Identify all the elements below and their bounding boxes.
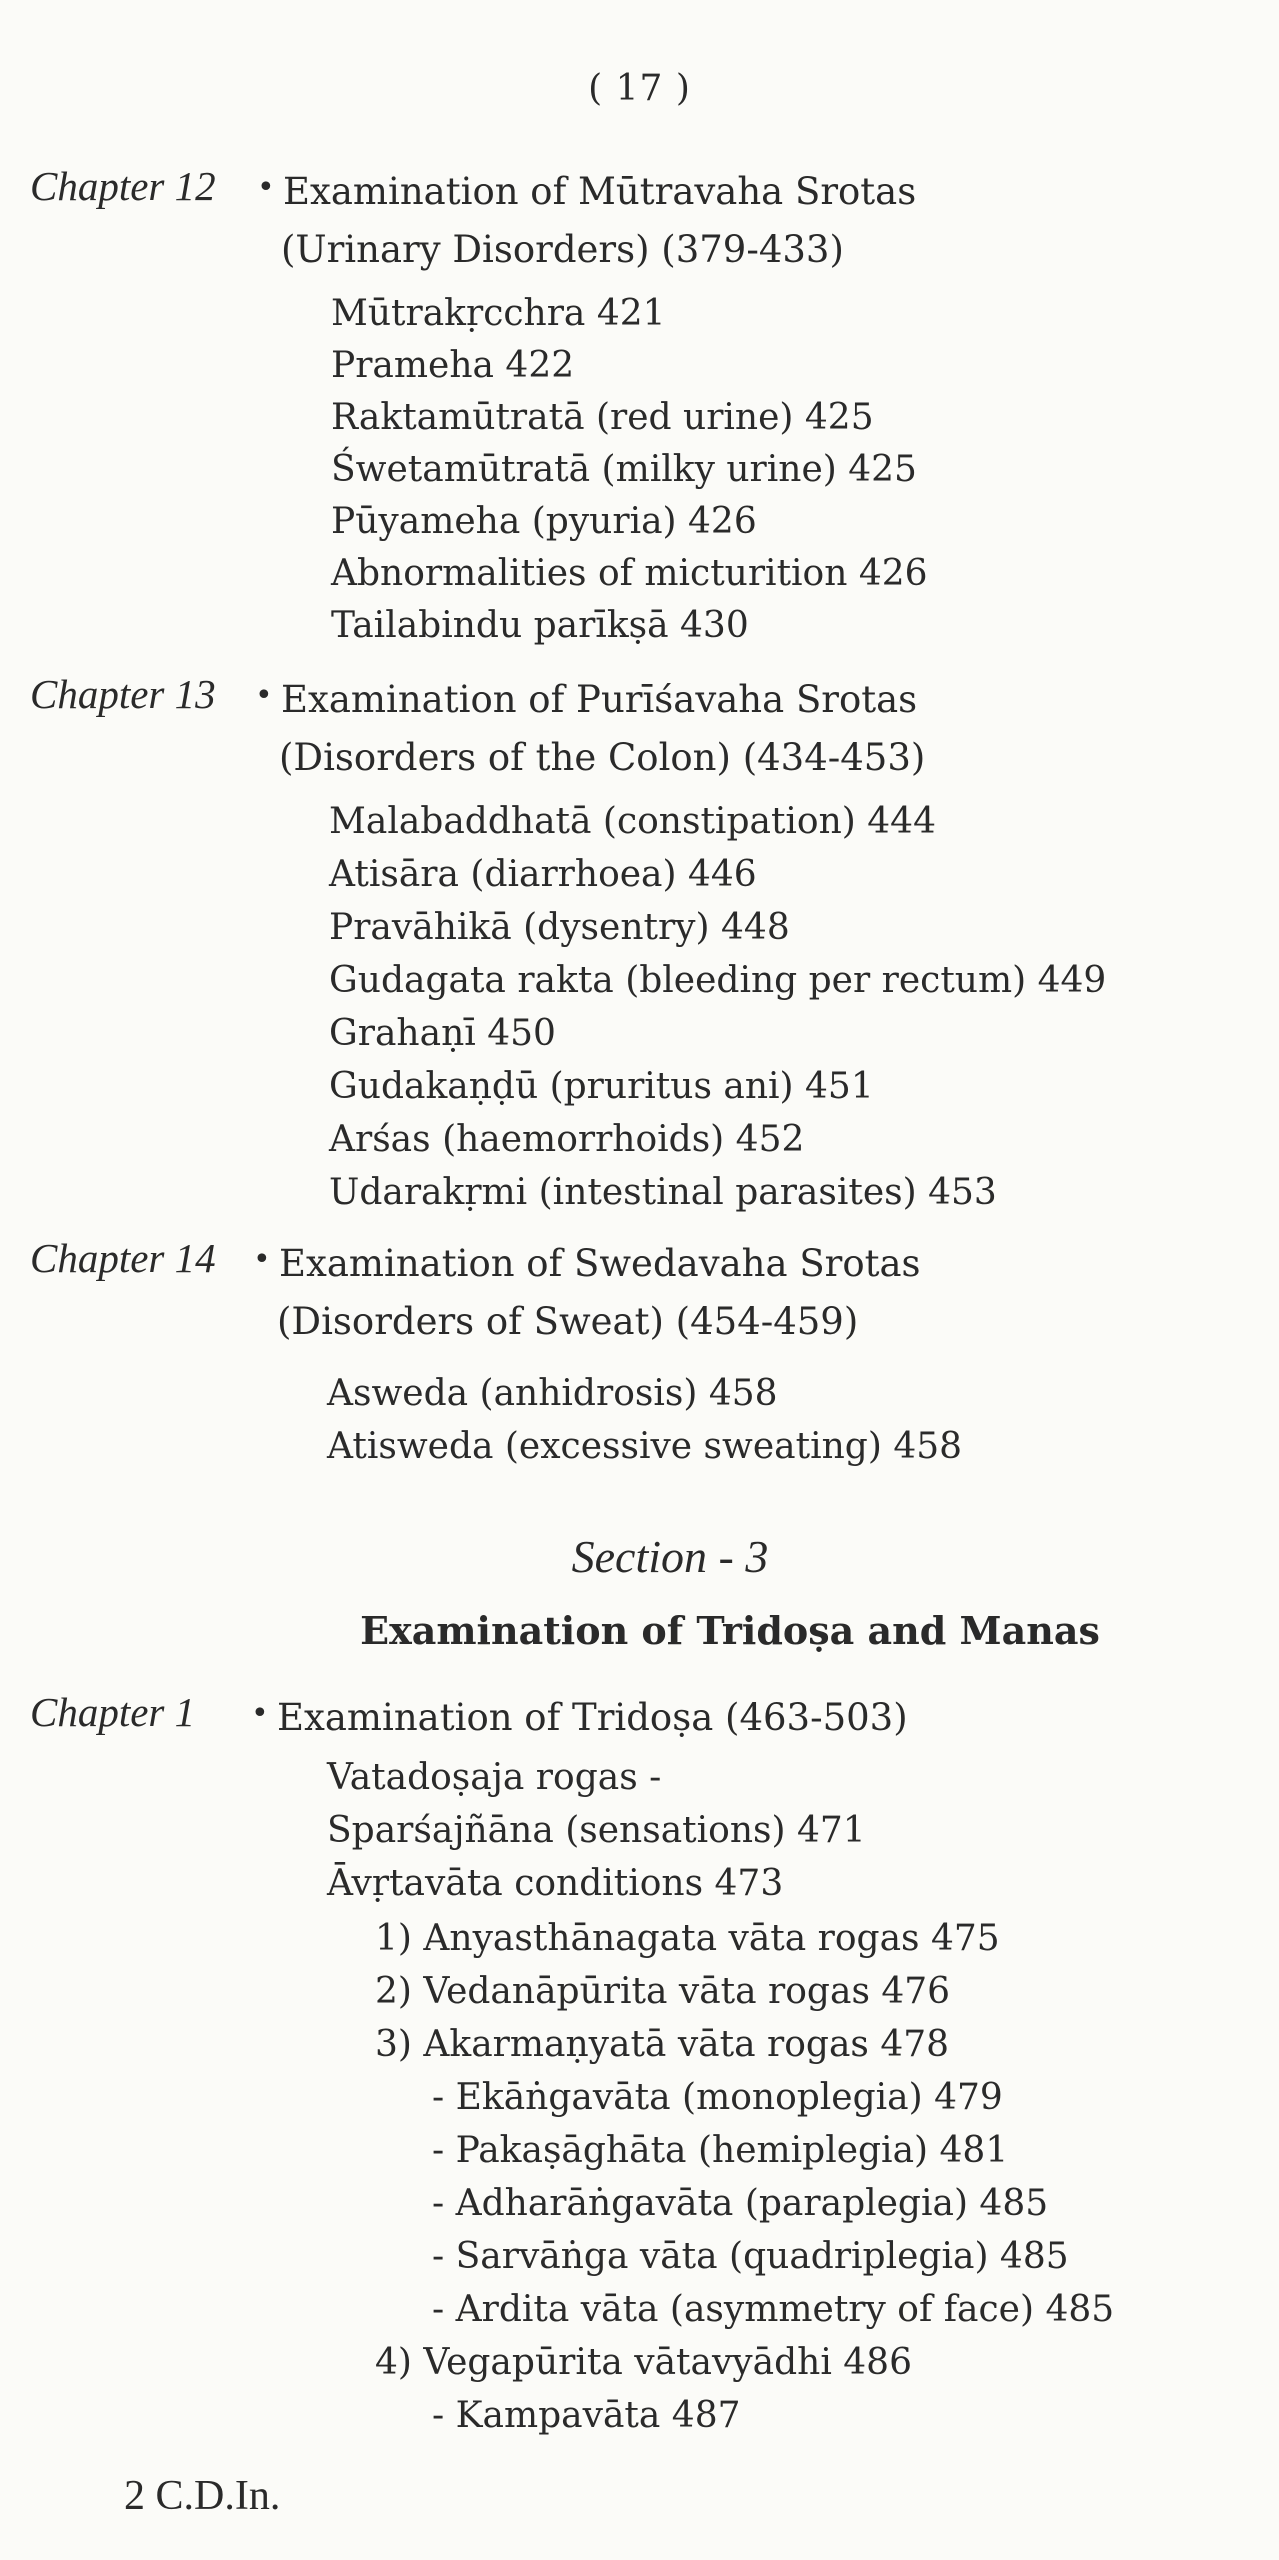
toc-entry: Abnormalities of micturition 426 xyxy=(331,553,928,594)
chapter-heading: • Examination of Tridoṣa (463-503) xyxy=(277,1696,908,1740)
toc-entry: Udarakṛmi (intestinal parasites) 453 xyxy=(329,1172,997,1213)
toc-subsubentry: - Adharāṅgavāta (paraplegia) 485 xyxy=(432,2183,1049,2224)
chapter-heading: • Examination of Purīśavaha Srotas xyxy=(281,678,917,722)
chapter-label: Chapter 13 xyxy=(30,671,216,717)
toc-entry: Prameha 422 xyxy=(331,345,575,386)
section-title: Section - 3 xyxy=(571,1531,769,1582)
toc-entry: Grahaṇī 450 xyxy=(329,1013,556,1054)
chapter-heading-sub: (Urinary Disorders) (379-433) xyxy=(281,228,844,271)
page-number: ( 17 ) xyxy=(588,68,691,109)
toc-entry: Sparśajñāna (sensations) 471 xyxy=(327,1810,866,1851)
toc-subentry: 4) Vegapūrita vātavyādhi 486 xyxy=(375,2342,912,2383)
toc-entry: Tailabindu parīkṣā 430 xyxy=(331,605,749,646)
toc-entry: Raktamūtratā (red urine) 425 xyxy=(331,397,874,438)
toc-entry: Malabaddhatā (constipation) 444 xyxy=(329,801,936,842)
chapter-label: Chapter 12 xyxy=(30,163,216,209)
toc-subsubentry: - Kampavāta 487 xyxy=(432,2395,741,2436)
chapter-heading-sub: (Disorders of Sweat) (454-459) xyxy=(277,1300,859,1343)
toc-entry: Pravāhikā (dysentry) 448 xyxy=(329,907,790,948)
toc-subentry: 2) Vedanāpūrita vāta rogas 476 xyxy=(375,1971,951,2012)
toc-entry: Vatadoṣaja rogas - xyxy=(327,1757,662,1798)
chapter-label: Chapter 1 xyxy=(30,1689,196,1735)
toc-entry: Atisweda (excessive sweating) 458 xyxy=(327,1426,963,1467)
chapter-heading-sub: (Disorders of the Colon) (434-453) xyxy=(279,736,926,779)
toc-subsubentry: - Ardita vāta (asymmetry of face) 485 xyxy=(432,2289,1115,2330)
toc-entry: Arśas (haemorrhoids) 452 xyxy=(329,1119,805,1160)
chapter-heading: • Examination of Swedavaha Srotas xyxy=(279,1242,921,1286)
toc-entry: Śwetamūtratā (milky urine) 425 xyxy=(331,449,917,490)
toc-entry: Pūyameha (pyuria) 426 xyxy=(331,501,757,542)
toc-entry: Mūtrakṛcchra 421 xyxy=(331,293,666,334)
toc-subsubentry: - Ekāṅgavāta (monoplegia) 479 xyxy=(432,2077,1003,2118)
section-subtitle: Examination of Tridoṣa and Manas xyxy=(360,1608,1100,1653)
footer-signature: 2 C.D.In. xyxy=(124,2473,281,2519)
toc-entry: Atisāra (diarrhoea) 446 xyxy=(329,854,757,895)
toc-subentry: 3) Akarmaṇyatā vāta rogas 478 xyxy=(375,2024,950,2065)
toc-entry: Gudakaṇḍū (pruritus ani) 451 xyxy=(329,1066,874,1107)
toc-subsubentry: - Pakaṣāghāta (hemiplegia) 481 xyxy=(432,2130,1009,2171)
toc-subentry: 1) Anyasthānagata vāta rogas 475 xyxy=(375,1918,1000,1959)
chapter-label: Chapter 14 xyxy=(30,1235,216,1281)
toc-entry: Asweda (anhidrosis) 458 xyxy=(327,1373,778,1414)
toc-subsubentry: - Sarvāṅga vāta (quadriplegia) 485 xyxy=(432,2236,1069,2277)
chapter-heading: • Examination of Mūtravaha Srotas xyxy=(283,170,916,214)
toc-entry: Gudagata rakta (bleeding per rectum) 449 xyxy=(329,960,1107,1001)
toc-entry: Āvṛtavāta conditions 473 xyxy=(327,1863,784,1904)
